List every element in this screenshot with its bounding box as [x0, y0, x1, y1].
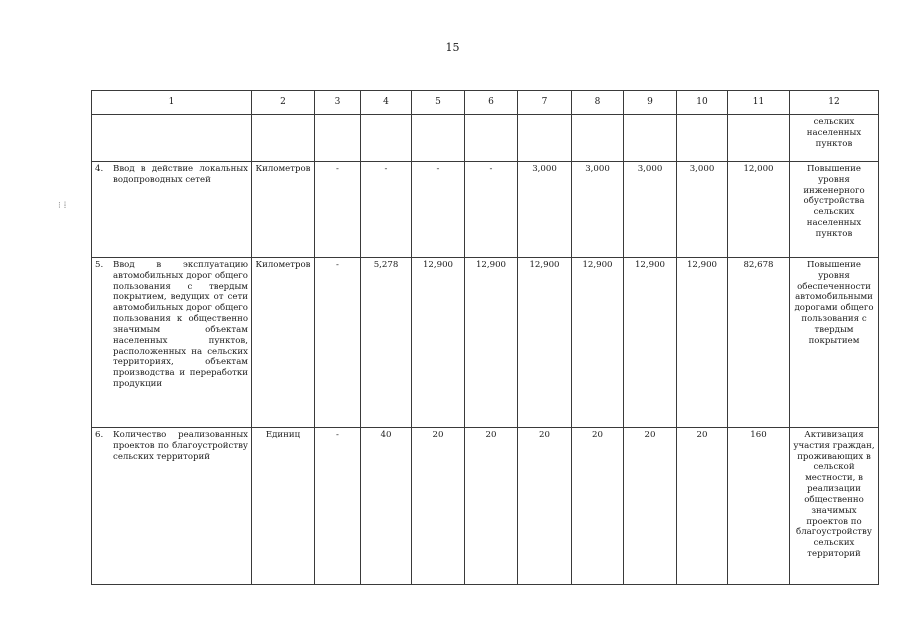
value-cell: - — [315, 428, 361, 585]
row-index: 6. — [95, 430, 104, 440]
unit-cell: Километров — [252, 258, 315, 428]
value-cell: 20 — [518, 428, 572, 585]
table-row — [92, 428, 879, 585]
column-number: 5 — [412, 91, 465, 115]
column-number: 4 — [361, 91, 412, 115]
value-cell: 12,900 — [412, 258, 465, 428]
total-cell: 160 — [728, 428, 790, 585]
table-row — [92, 258, 879, 428]
goal-cell: Повышение уровня обеспеченности автомобильными дорогами общего пользования с твердым покрытием — [790, 258, 879, 428]
table-row — [92, 162, 879, 258]
value-cell: - — [412, 162, 465, 258]
column-number: 1 — [92, 91, 252, 115]
total-cell: 12,000 — [728, 162, 790, 258]
value-cell: - — [315, 258, 361, 428]
column-number: 7 — [518, 91, 572, 115]
row-index: 5. — [95, 260, 104, 270]
indicator-name: Ввод в действие локальных водопроводных сетей — [113, 164, 248, 185]
value-cell: 5,278 — [361, 258, 412, 428]
column-number: 3 — [315, 91, 361, 115]
goal-cell: сельских населенных пунктов — [790, 115, 879, 162]
column-number: 6 — [465, 91, 518, 115]
value-cell: 12,900 — [518, 258, 572, 428]
value-cell: 20 — [677, 428, 728, 585]
value-cell: 12,900 — [572, 258, 624, 428]
value-cell: 12,900 — [624, 258, 677, 428]
value-cell: 20 — [412, 428, 465, 585]
value-cell: 3,000 — [518, 162, 572, 258]
column-number: 11 — [728, 91, 790, 115]
row-index: 4. — [95, 164, 104, 174]
column-number-row — [92, 91, 879, 115]
unit-cell: Единиц — [252, 428, 315, 585]
value-cell: - — [465, 162, 518, 258]
column-number: 8 — [572, 91, 624, 115]
page-number: 15 — [445, 41, 460, 54]
value-cell: 40 — [361, 428, 412, 585]
goal-cell: Активизация участия граждан, проживающих в сельской местности, в реализации общественно значимых проектов по благоустройству сельских территорий — [790, 428, 879, 585]
indicator-name: Количество реализованных проектов по благоустройству сельских территорий — [113, 430, 248, 462]
value-cell: 3,000 — [624, 162, 677, 258]
value-cell: 20 — [624, 428, 677, 585]
value-cell: 3,000 — [572, 162, 624, 258]
continuation-row — [92, 115, 879, 162]
value-cell: 12,900 — [465, 258, 518, 428]
value-cell: - — [315, 162, 361, 258]
indicator-name-cell — [92, 258, 252, 428]
indicator-name-cell — [92, 428, 252, 585]
value-cell: 20 — [572, 428, 624, 585]
unit-cell: Километров — [252, 162, 315, 258]
value-cell: 3,000 — [677, 162, 728, 258]
column-number: 10 — [677, 91, 728, 115]
goal-cell: Повышение уровня инженерного обустройства сельских населенных пунктов — [790, 162, 879, 258]
column-number: 2 — [252, 91, 315, 115]
column-number: 12 — [790, 91, 879, 115]
indicator-name: Ввод в эксплуатацию автомобильных дорог общего пользования с твердым покрытием, ведущих от сети автомобильных дорог общего пользования к общественно значимым объектам населенных пунктов, расположенных на сельских территориях, объектам производства и переработки продукции — [113, 260, 248, 390]
value-cell: 20 — [465, 428, 518, 585]
value-cell: - — [361, 162, 412, 258]
indicators-table — [91, 90, 879, 585]
total-cell: 82,678 — [728, 258, 790, 428]
column-number: 9 — [624, 91, 677, 115]
indicator-name-cell — [92, 162, 252, 258]
value-cell: 12,900 — [677, 258, 728, 428]
margin-scan-artifact: ⁝ ⁞ — [58, 201, 67, 211]
